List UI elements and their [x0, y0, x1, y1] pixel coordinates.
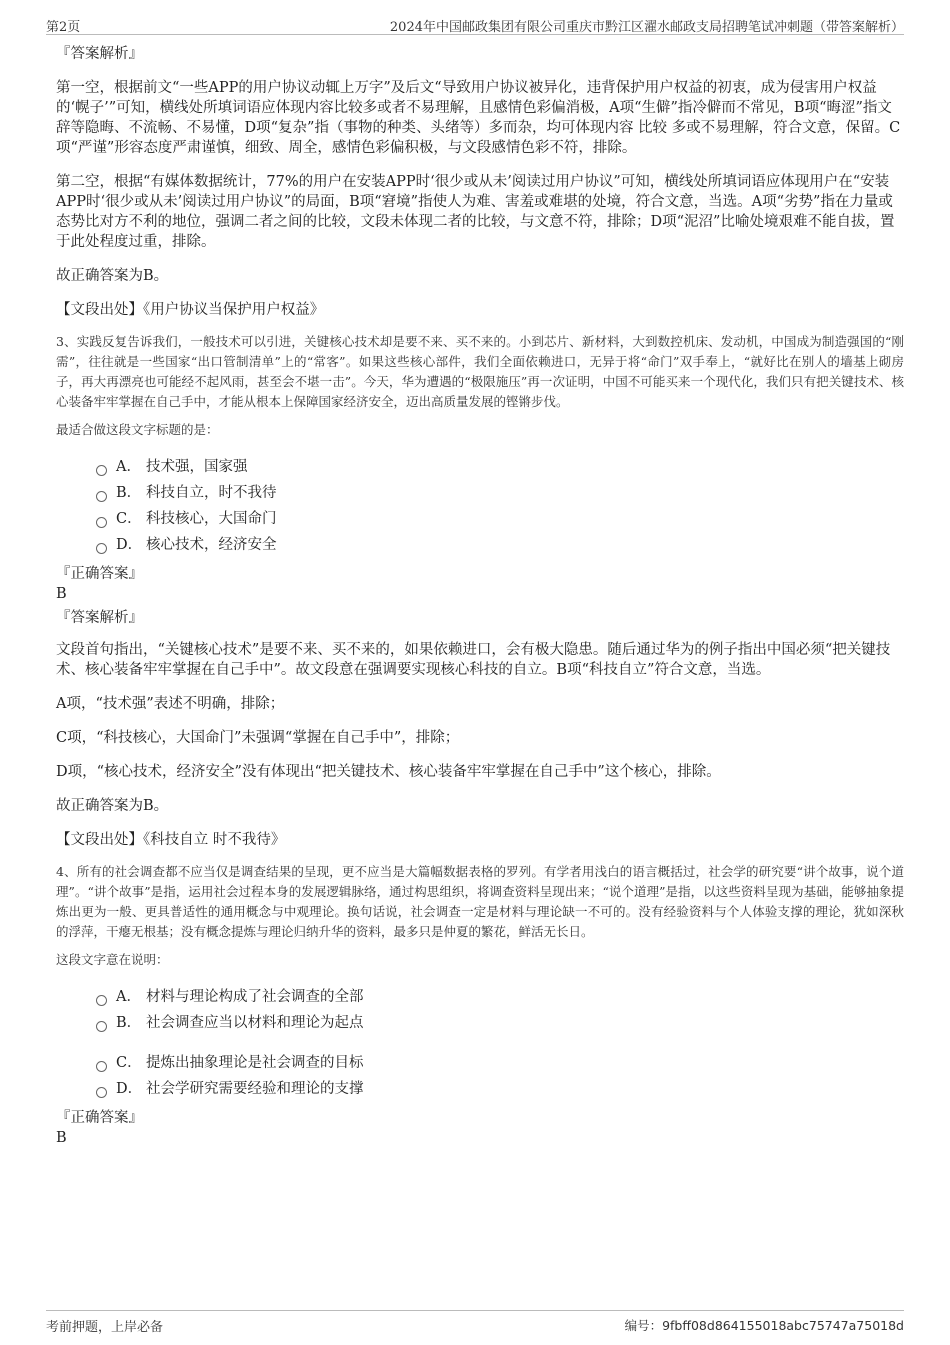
- option-text: 科技自立，时不我待: [146, 485, 277, 501]
- analysis-paragraph: 第一空，根据前文“一些APP的用户协议动辄上万字”及后文“导致用户协议被异化，违背保护用户权益的初衷，成为侵害用户权益的‘幌子’”可知，横线处所填词语应体现内容比较多或者不易理解，且感情色彩偏消极，A项“生僻”指冷僻而不常见，B项“晦涩”指文辞等隐晦、不流畅、不易懂，D项“复杂”指（事物的种类、头绪等）多而杂，均可体现内容 比较 多或不易理解，符合文意，保留。C项“严谨”形容态度严肃谨慎，细致、周全，感情色彩偏积极，与文段感情色彩不符，排除。: [56, 80, 901, 156]
- analysis-paragraph: C项，“科技核心，大国命门”未强调“掌握在自己手中”，排除；: [56, 730, 460, 746]
- option-text: 提炼出抽象理论是社会调查的目标: [146, 1055, 364, 1071]
- question-4-text: 4、所有的社会调查都不应当仅是调查结果的呈现，更不应当是大篇幅数据表格的罗列。有学者用浅白的语言概括过，社会学的研究要“讲个故事，说个道理”。“讲个故事”是指，运用社会过程本身的发展逻辑脉络，通过构思组织，将调查资料呈现出来；“说个道理”是指，以这些资料呈现为基础，能够抽象提炼出更为一般、更具普适性的通用概念与中观理论。换句话说，社会调查一定是材料与理论缺一不可的。没有经验资料与个人体验支撑的理论，犹如深秋的浮萍，干瘪无根基；没有概念提炼与理论归纳升华的资料，最多只是仲夏的繁花，鲜活无长日。: [56, 864, 904, 939]
- option-text: 社会调查应当以材料和理论为起点: [146, 1015, 364, 1031]
- question-3-prompt: 最适合做这段文字标题的是：: [56, 422, 219, 437]
- document-title: 2024年中国邮政集团有限公司重庆市黔江区濯水邮政支局招聘笔试冲刺题（带答案解析）: [389, 20, 904, 35]
- page-footer: [46, 1310, 904, 1335]
- analysis-conclusion: 故正确答案为B。: [56, 268, 169, 284]
- correct-answer: B: [56, 586, 67, 602]
- option-letter: A．: [116, 459, 141, 475]
- analysis-paragraph: 文段首句指出，“关键核心技术”是要不来、买不来的，如果依赖进口，会有极大隐患。随后通过华为的例子指出中国必须“把关键技术、核心装备牢牢掌握在自己手中”。故文段意在强调要实现核心科技的自立。B项“科技自立”符合文意，当选。: [56, 642, 891, 678]
- question-3-text: 3、实践反复告诉我们，一般技术可以引进，关键核心技术却是要不来、买不来的。小到芯片、新材料，大到数控机床、发动机，中国成为制造强国的“刚需”，往往就是一些国家“出口管制清单”上的“常客”。如果这些核心部件，我们全面依赖进口，无异于将“命门”双手奉上，“就好比在别人的墙基上砌房子，再大再漂亮也可能经不起风雨，甚至会不堪一击”。今天，华为遭遇的“极限施压”再一次证明，中国不可能买来一个现代化，我们只有把关键技术、核心装备牢牢掌握在自己手中，才能从根本上保障国家经济安全，迈出高质量发展的铿锵步伐。: [56, 334, 904, 409]
- source-citation: 【文段出处】《用户协议当保护用户权益》: [56, 302, 325, 318]
- option-letter: C．: [116, 1055, 142, 1071]
- option-text: 科技核心，大国命门: [146, 511, 277, 527]
- source-citation: 【文段出处】《科技自立 时不我待》: [56, 832, 286, 848]
- option-letter: D．: [116, 1081, 143, 1097]
- footer-slogan: 考前押题，上岸必备: [46, 1320, 164, 1335]
- code-label: 编号：: [624, 1318, 663, 1333]
- correct-answer-label: 『正确答案』: [56, 1110, 143, 1126]
- radio-icon[interactable]: [96, 1061, 107, 1072]
- analysis-block-3: [56, 640, 904, 816]
- option-letter: B．: [116, 1015, 142, 1031]
- question-4-options: [96, 984, 904, 1102]
- radio-icon[interactable]: [96, 491, 107, 502]
- option-a[interactable]: [96, 984, 904, 1010]
- page-content: [56, 44, 904, 1152]
- option-text: 技术强，国家强: [146, 459, 248, 475]
- option-d[interactable]: [96, 532, 904, 558]
- page-header: [46, 14, 904, 35]
- option-a[interactable]: [96, 454, 904, 480]
- analysis-conclusion: 故正确答案为B。: [56, 798, 169, 814]
- option-b[interactable]: [96, 480, 904, 506]
- option-letter: A．: [116, 989, 141, 1005]
- option-letter: B．: [116, 485, 142, 501]
- document-code: [625, 1316, 904, 1334]
- code-value: 9fbff08d864155018abc75747a75018d: [662, 1318, 904, 1333]
- radio-icon[interactable]: [96, 543, 107, 554]
- option-c[interactable]: [96, 1050, 904, 1076]
- analysis-label: 『答案解析』: [56, 610, 143, 626]
- analysis-label: 『答案解析』: [56, 46, 143, 62]
- analysis-paragraph: D项，“核心技术，经济安全”没有体现出“把关键技术、核心装备牢牢掌握在自己手中”这个核心，排除。: [56, 764, 721, 780]
- analysis-paragraph: A项，“技术强”表述不明确，排除；: [56, 696, 285, 712]
- radio-icon[interactable]: [96, 1021, 107, 1032]
- option-c[interactable]: [96, 506, 904, 532]
- radio-icon[interactable]: [96, 517, 107, 528]
- radio-icon[interactable]: [96, 1087, 107, 1098]
- option-b[interactable]: [96, 1010, 904, 1036]
- radio-icon[interactable]: [96, 995, 107, 1006]
- analysis-paragraph: 第二空，根据“有媒体数据统计，77%的用户在安装APP时‘很少或从未’阅读过用户协议”可知，横线处所填词语应体现用户在“安装APP时‘很少或从未’阅读过用户协议”的局面，B项“窘境”指使人为难、害羞或难堪的处境，符合文意，当选。A项“劣势”指在力量或态势比对方不利的地位，强调二者之间的比较，文段未体现二者的比较，与文意不符，排除；D项“泥沼”比喻处境艰难不能自拔，置于此处程度过重，排除。: [56, 174, 895, 250]
- option-d[interactable]: [96, 1076, 904, 1102]
- question-3-options: [96, 454, 904, 558]
- correct-answer-label: 『正确答案』: [56, 566, 143, 582]
- option-text: 社会学研究需要经验和理论的支撑: [146, 1081, 364, 1097]
- option-text: 核心技术，经济安全: [146, 537, 277, 553]
- question-4-prompt: 这段文字意在说明：: [56, 952, 169, 967]
- analysis-block-1: [56, 78, 904, 286]
- option-text: 材料与理论构成了社会调查的全部: [146, 989, 364, 1005]
- option-letter: C．: [116, 511, 142, 527]
- page-number: 第2页: [46, 20, 81, 35]
- option-letter: D．: [116, 537, 143, 553]
- radio-icon[interactable]: [96, 465, 107, 476]
- correct-answer: B: [56, 1130, 67, 1146]
